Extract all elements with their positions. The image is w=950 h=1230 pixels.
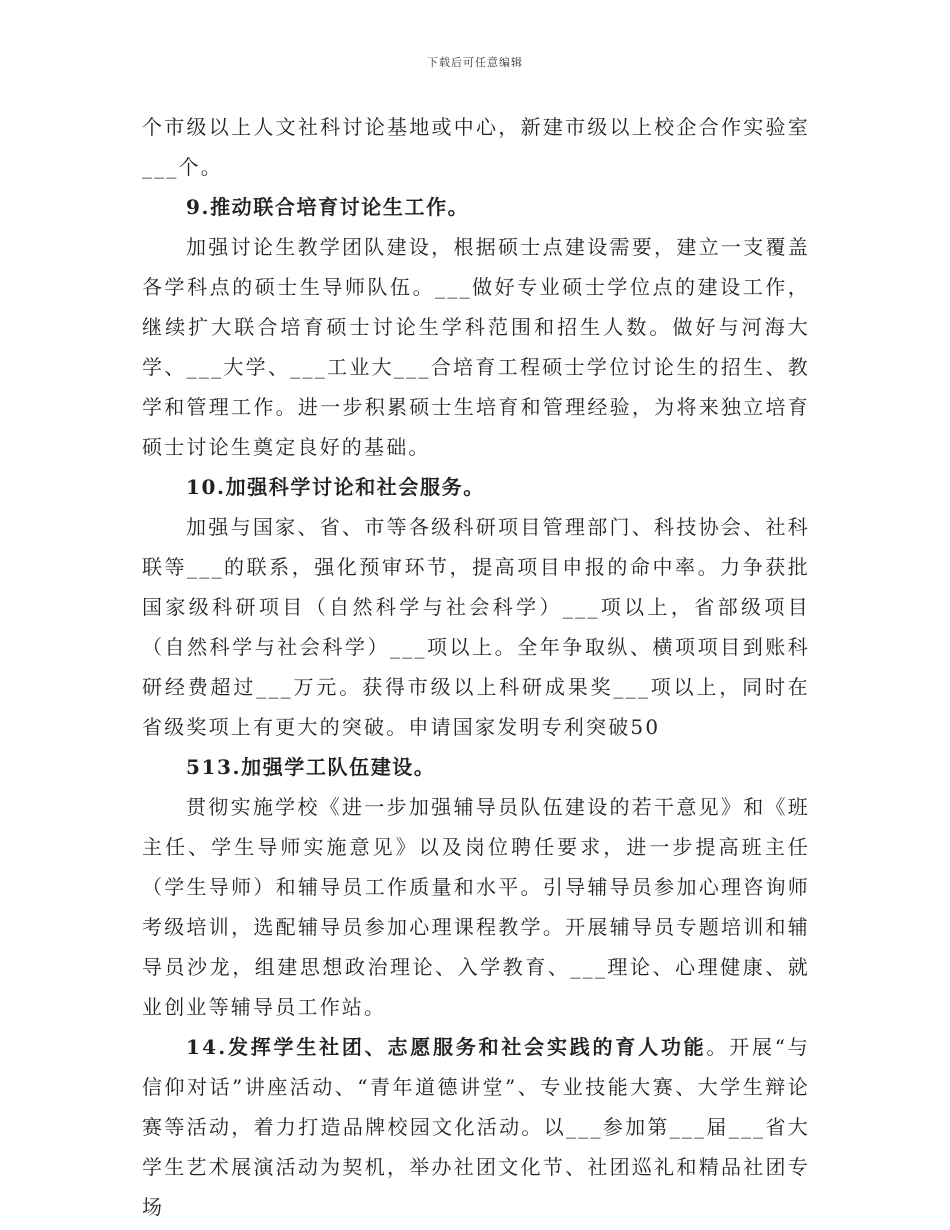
- section-heading-9: 9.推动联合培育讨论生工作。: [186, 195, 470, 219]
- page-header: 下载后可任意编辑: [427, 56, 523, 69]
- paragraph-continued: 个市级以上人文社科讨论基地或中心，新建市级以上校企合作实验室___个。: [142, 115, 810, 179]
- paragraph-14-text: 。开展“与信仰对话”讲座活动、“青年道德讲堂”、专业技能大赛、大学生辩论赛等活动，着力打造品牌校园文化活动。以___参加第___届___省大学生艺术展演活动为契机，举办社团文化节、社团巡礼和精品社团专场: [142, 1035, 810, 1219]
- section-heading-10: 10.加强科学讨论和社会服务。: [186, 475, 485, 499]
- section-heading-13: 513.加强学工队伍建设。: [186, 755, 436, 779]
- paragraph-9: 加强讨论生教学团队建设，根据硕士点建设需要，建立一支覆盖各学科点的硕士生导师队伍。___做好专业硕士学位点的建设工作，继续扩大联合培育硕士讨论生学科范围和招生人数。做好与河海大学、___大学、___工业大___合培育工程硕士学位讨论生的招生、教学和管理工作。进一步积累硕士生培育和管理经验，为将来独立培育硕士讨论生奠定良好的基础。: [142, 235, 810, 459]
- section-heading-14: 14.发挥学生社团、志愿服务和社会实践的育人功能: [186, 1035, 707, 1059]
- document-body: [142, 107, 810, 1227]
- paragraph-13: 贯彻实施学校《进一步加强辅导员队伍建设的若干意见》和《班主任、学生导师实施意见》以及岗位聘任要求，进一步提高班主任（学生导师）和辅导员工作质量和水平。引导辅导员参加心理咨询师考级培训，选配辅导员参加心理课程教学。开展辅导员专题培训和辅导员沙龙，组建思想政治理论、入学教育、___理论、心理健康、就业创业等辅导员工作站。: [142, 795, 810, 1019]
- paragraph-10: 加强与国家、省、市等各级科研项目管理部门、科技协会、社科联等___的联系，强化预审环节，提高项目申报的命中率。力争获批国家级科研项目（自然科学与社会科学）___项以上，省部级项目（自然科学与社会科学）___项以上。全年争取纵、横项项目到账科研经费超过___万元。获得市级以上科研成果奖___项以上，同时在省级奖项上有更大的突破。申请国家发明专利突破50: [142, 515, 810, 739]
- paragraph-14: [142, 1027, 810, 1227]
